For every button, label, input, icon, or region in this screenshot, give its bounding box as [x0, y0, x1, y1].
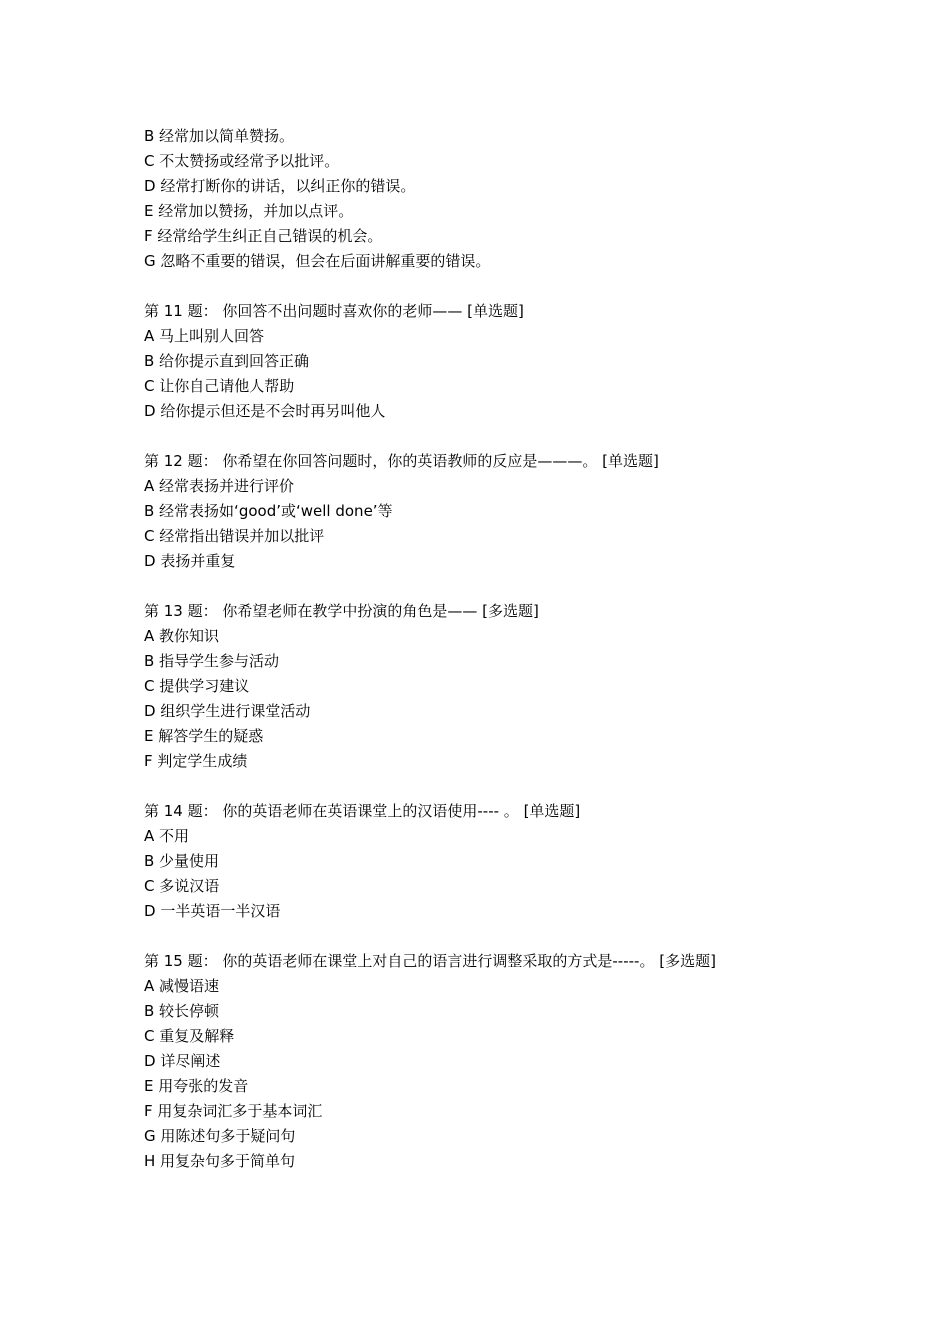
blank-line	[144, 424, 844, 449]
option-line: F 判定学生成绩	[144, 752, 248, 770]
question-11	[144, 299, 844, 424]
option-line: B 指导学生参与活动	[144, 652, 280, 670]
question-title: 第 12 题： 你希望在你回答问题时，你的英语教师的反应是———。 [单选题]	[144, 452, 659, 470]
option-line: G 忽略不重要的错误，但会在后面讲解重要的错误。	[144, 252, 491, 270]
option-line: G 用陈述句多于疑问句	[144, 1127, 296, 1145]
blank-line	[144, 274, 844, 299]
option-line: F 用复杂词汇多于基本词汇	[144, 1102, 323, 1120]
question-title: 第 14 题： 你的英语老师在英语课堂上的汉语使用---- 。 [单选题]	[144, 802, 581, 820]
document-page	[144, 124, 844, 1174]
question-15	[144, 949, 844, 1174]
option-line: D 表扬并重复	[144, 552, 236, 570]
option-line: F 经常给学生纠正自己错误的机会。	[144, 227, 383, 245]
option-line: B 较长停顿	[144, 1002, 220, 1020]
option-line: D 一半英语一半汉语	[144, 902, 281, 920]
option-line: E 解答学生的疑惑	[144, 727, 264, 745]
option-line: C 重复及解释	[144, 1027, 235, 1045]
option-line: E 经常加以赞扬，并加以点评。	[144, 202, 354, 220]
blank-line	[144, 574, 844, 599]
question-title: 第 11 题： 你回答不出问题时喜欢你的老师—— [单选题]	[144, 302, 524, 320]
option-line: B 经常表扬如‘good’或‘well done’等	[144, 502, 393, 520]
option-line: D 组织学生进行课堂活动	[144, 702, 311, 720]
option-line: A 减慢语速	[144, 977, 220, 995]
option-line: D 给你提示但还是不会时再另叫他人	[144, 402, 386, 420]
option-line: H 用复杂句多于简单句	[144, 1152, 296, 1170]
question-14	[144, 799, 844, 924]
option-line: A 不用	[144, 827, 190, 845]
option-line: B 给你提示直到回答正确	[144, 352, 310, 370]
option-line: C 让你自己请他人帮助	[144, 377, 295, 395]
question-title: 第 13 题： 你希望老师在教学中扮演的角色是—— [多选题]	[144, 602, 539, 620]
option-line: C 提供学习建议	[144, 677, 250, 695]
option-line: A 经常表扬并进行评价	[144, 477, 295, 495]
option-line: E 用夸张的发音	[144, 1077, 249, 1095]
option-line: B 少量使用	[144, 852, 220, 870]
option-line: A 马上叫别人回答	[144, 327, 265, 345]
question-12	[144, 449, 844, 574]
question-13	[144, 599, 844, 774]
blank-line	[144, 774, 844, 799]
option-line: C 不太赞扬或经常予以批评。	[144, 152, 340, 170]
option-line: A 教你知识	[144, 627, 220, 645]
previous-question-options	[144, 124, 844, 274]
option-line: D 详尽阐述	[144, 1052, 221, 1070]
option-line: B 经常加以简单赞扬。	[144, 127, 295, 145]
option-line: D 经常打断你的讲话，以纠正你的错误。	[144, 177, 416, 195]
option-line: C 经常指出错误并加以批评	[144, 527, 325, 545]
blank-line	[144, 924, 844, 949]
question-title: 第 15 题： 你的英语老师在课堂上对自己的语言进行调整采取的方式是-----。 [多选题]	[144, 952, 716, 970]
option-line: C 多说汉语	[144, 877, 220, 895]
